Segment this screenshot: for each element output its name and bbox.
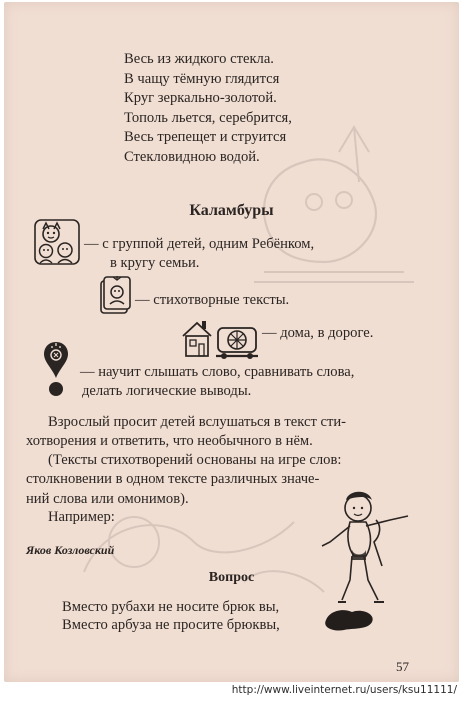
ink-blot-decoration xyxy=(322,606,378,632)
legend-children-text xyxy=(84,235,314,273)
poem-line: Тополь льется, серебрится, xyxy=(124,109,292,126)
poem-scroll-icon xyxy=(98,274,132,316)
poem-line: Весь из жидкого стекла. xyxy=(124,51,274,67)
text-line: (Тексты стихотворений основаны на игре слов: xyxy=(48,452,342,468)
poem-stanza xyxy=(124,50,292,168)
legend-line: — дома, в дороге. xyxy=(262,325,374,341)
verse-line: Вместо арбуза не просите брюквы, xyxy=(62,617,280,633)
poem-line: Круг зеркально-золотой. xyxy=(124,90,277,107)
text-line: хотворения и ответить, что необычного в нём. xyxy=(26,433,313,450)
section-title: Каламбуры xyxy=(189,202,274,219)
legend-line: — научит слышать слово, сравнивать слова, xyxy=(80,364,355,380)
source-url-watermark: http://www.liveinternet.ru/users/ksu11111/ xyxy=(0,682,463,699)
lightbulb-exclamation-icon xyxy=(42,340,70,398)
text-line: столкновении в одном тексте различных значе- xyxy=(26,471,320,488)
poem-line: Стекловидною водой. xyxy=(124,148,260,165)
poem-line: В чащу тёмную глядится xyxy=(124,70,280,87)
text-line: Например: xyxy=(48,509,115,525)
poem-author: Яков Козловский xyxy=(26,543,115,557)
legend-poems-text xyxy=(135,291,289,310)
legend-line: — стихотворные тексты. xyxy=(135,292,290,308)
text-line: Взрослый просит детей вслушаться в текст сти- xyxy=(48,414,346,430)
instruction-paragraph xyxy=(26,413,426,452)
book-page xyxy=(4,2,459,682)
legend-line: делать логические выводы. xyxy=(82,383,252,399)
children-group-icon xyxy=(34,219,80,265)
poem-title: Вопрос xyxy=(208,570,255,585)
text-line: ний слова или омонимов). xyxy=(26,490,189,507)
legend-line: — с группой детей, одним Ребёнком, xyxy=(84,236,315,252)
house-and-car-icon xyxy=(180,318,260,360)
question-verse xyxy=(62,598,280,634)
legend-home-road-text xyxy=(262,324,373,343)
poem-line: Весь трепещет и струится xyxy=(124,129,287,146)
boy-illustration xyxy=(316,486,416,608)
verse-line: Вместо рубахи не носите брюк вы, xyxy=(62,599,280,615)
page-number: 57 xyxy=(396,659,409,674)
legend-skills-text xyxy=(80,363,354,401)
legend-line: в кругу семьи. xyxy=(110,255,200,271)
